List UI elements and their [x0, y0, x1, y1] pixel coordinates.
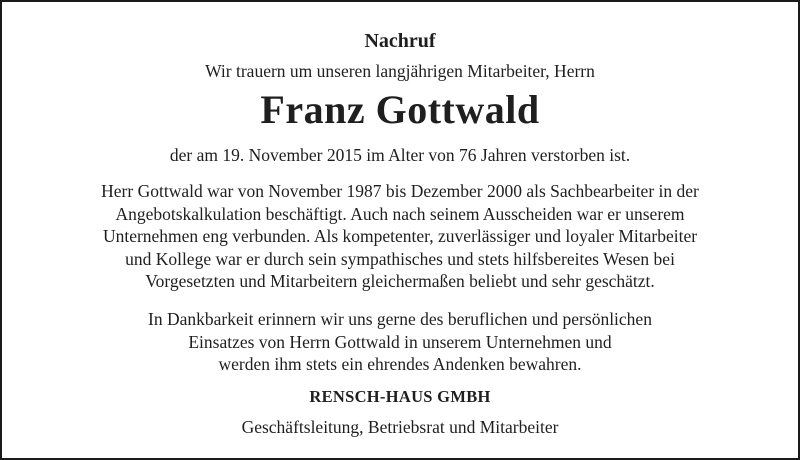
- deceased-name: Franz Gottwald: [260, 87, 540, 132]
- biography-line: Herr Gottwald war von November 1987 bis Dezember 2000 als Sachbearbeiter in der: [101, 181, 699, 201]
- biography-paragraph: [42, 180, 758, 293]
- gratitude-line: werden ihm stets ein ehrendes Andenken bewahren.: [218, 354, 582, 374]
- biography-line: Angebotskalkulation beschäftigt. Auch nach seinem Ausscheiden war er unserem: [115, 203, 685, 224]
- death-date-line: der am 19. November 2015 im Alter von 76 Jahren verstorben ist.: [169, 145, 631, 165]
- intro-line: Wir trauern um unseren langjährigen Mitarbeiter, Herrn: [205, 61, 595, 81]
- biography-line: Vorgesetzten und Mitarbeitern gleichermaßen beliebt und sehr geschätzt.: [145, 271, 655, 291]
- biography-line: Unternehmen eng verbunden. Als kompetenter, zuverlässiger und loyaler Mitarbeiter: [102, 226, 698, 246]
- signatories-line: Geschäftsleitung, Betriebsrat und Mitarbeiter: [241, 417, 559, 437]
- biography-line: und Kollege war er durch sein sympathisches und stets hilfsbereites Wesen bei: [125, 248, 675, 269]
- gratitude-paragraph: [42, 308, 758, 376]
- notice-heading: Nachruf: [364, 30, 436, 52]
- company-name: RENSCH-HAUS GMBH: [309, 387, 491, 406]
- gratitude-line: In Dankbarkeit erinnern wir uns gerne des beruflichen und persönlichen: [148, 309, 652, 329]
- gratitude-line: Einsatzes von Herrn Gottwald in unserem Unternehmen und: [188, 331, 612, 352]
